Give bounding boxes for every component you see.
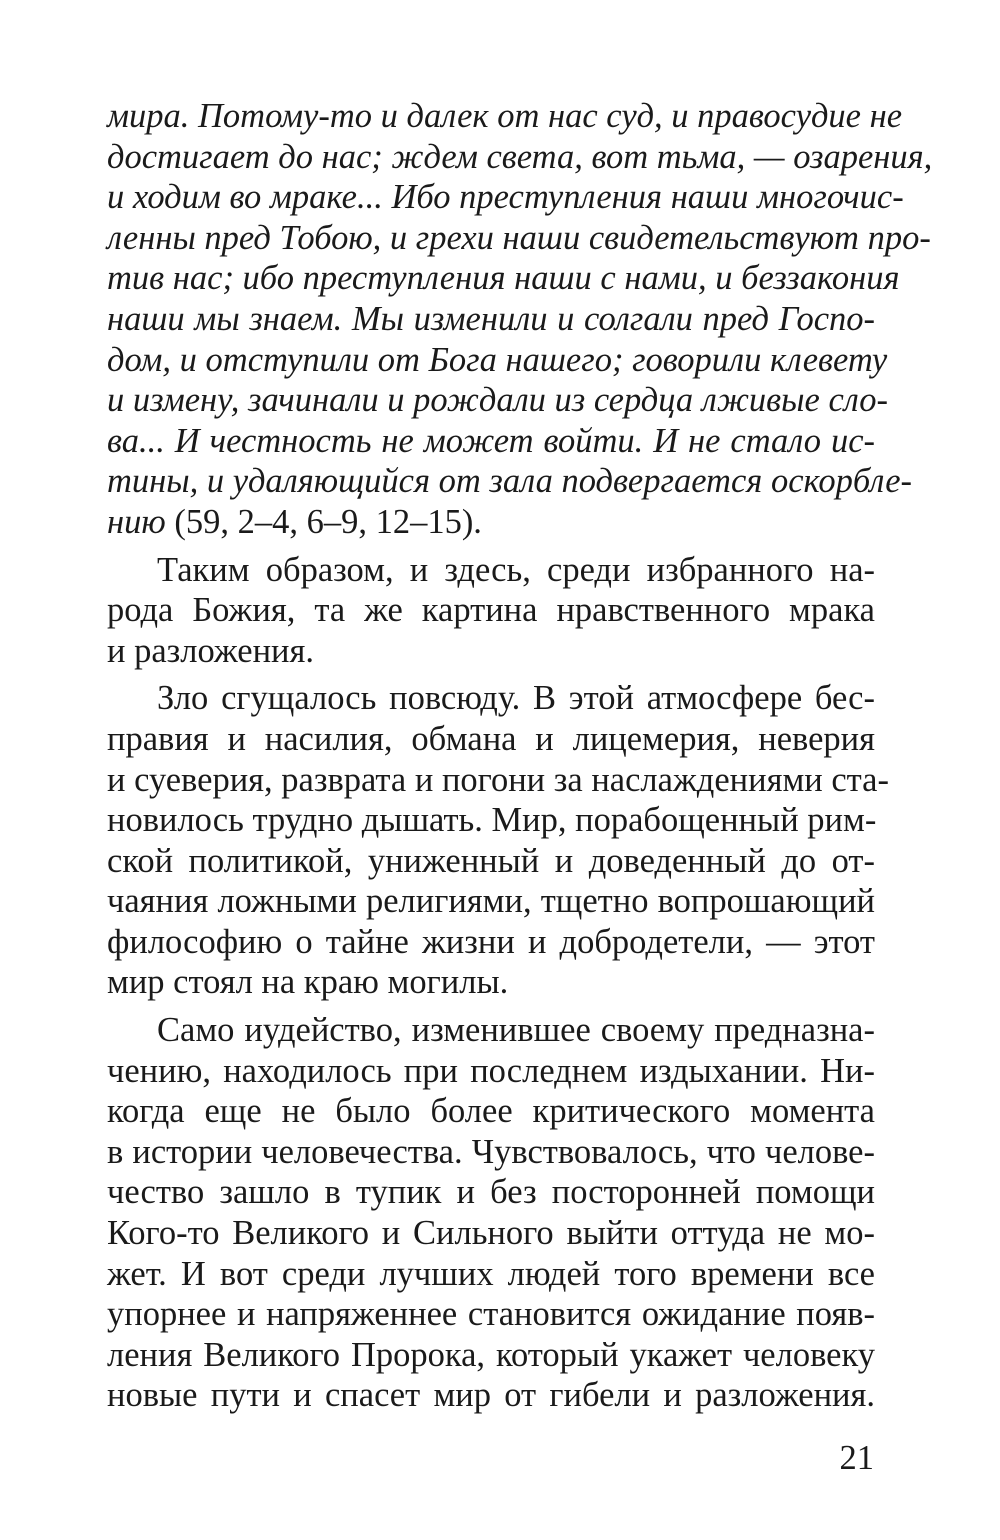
paragraph-line: новилось трудно дышать. Мир, порабощенный рим- <box>107 801 877 840</box>
paragraph-1 <box>107 550 875 672</box>
quote-line: ленны пред Тобою, и грехи наши свидетельствуют про- <box>107 218 931 257</box>
paragraph-3 <box>107 1010 875 1416</box>
quote-line: ва... И честность не может войти. И не стало ис- <box>107 421 875 460</box>
paragraph-line: в истории человечества. Чувствовалось, что челове- <box>107 1132 875 1171</box>
paragraph-line: чаяния ложными религиями, тщетно вопрошающий <box>107 882 875 921</box>
paragraph-line: Зло сгущалось повсюду. В этой атмосфере бес- <box>157 679 875 718</box>
quote-line: и измену, зачинали и рождали из сердца лживые сло- <box>107 381 888 420</box>
scripture-reference: (59, 2–4, 6–9, 12–15). <box>165 502 482 541</box>
paragraph-line: философию о тайне жизни и добродетели, — этот <box>107 922 875 961</box>
paragraph-line: мир стоял на краю могилы. <box>107 963 509 1002</box>
quote-line: тины, и удаляющийся от зала подвергается оскорбле- <box>107 462 913 501</box>
paragraph-line: Само иудейство, изменившее своему предназна- <box>157 1011 875 1050</box>
paragraph-line: ской политикой, униженный и доведенный до от- <box>107 841 875 880</box>
paragraph-line: правия и насилия, обмана и лицемерия, неверия <box>107 719 875 758</box>
quote-line: достигает до нас; ждем света, вот тьма, — озарения, <box>107 137 933 176</box>
paragraph-line: рода Божия, та же картина нравственного мрака <box>107 591 875 630</box>
quote-line-end: нию <box>107 502 166 541</box>
quote-line: наши мы знаем. Мы изменили и солгали пред Госпо- <box>107 299 875 338</box>
paragraph-2 <box>107 678 889 1003</box>
quote-line: мира. Потому-то и далек от нас суд, и правосудие не <box>107 97 903 135</box>
page-number: 21 <box>839 1439 874 1477</box>
paragraph-line: и разложения. <box>107 631 314 670</box>
paragraph-line: новые пути и спасет мир от гибели и разложения. <box>107 1376 875 1415</box>
paragraph-line: жет. И вот среди лучших людей того времени все <box>107 1254 875 1293</box>
paragraph-line: чению, находилось при последнем издыхании. Ни- <box>107 1051 875 1090</box>
paragraph-line: Кого-то Великого и Сильного выйти оттуда не мо- <box>107 1214 875 1253</box>
paragraph-line: чество зашло в тупик и без посторонней помощи <box>107 1173 875 1212</box>
page-body <box>107 96 933 1416</box>
quote-line: дом, и отступили от Бога нашего; говорили клевету <box>107 340 888 379</box>
quote-line: и ходим во мраке... Ибо преступления наши многочис- <box>107 178 904 217</box>
scripture-quote <box>107 96 933 543</box>
paragraph-line: ления Великого Пророка, который укажет человеку <box>107 1335 875 1374</box>
paragraph-line: и суеверия, разврата и погони за наслаждениями ста- <box>107 760 889 799</box>
quote-last-line <box>107 502 875 543</box>
paragraph-line: когда еще не было более критического момента <box>107 1092 875 1131</box>
quote-line: тив нас; ибо преступления наши с нами, и беззакония <box>107 259 900 298</box>
paragraph-line: упорнее и напряженнее становится ожидание появ- <box>107 1295 875 1334</box>
paragraph-line: Таким образом, и здесь, среди избранного на- <box>157 550 875 589</box>
